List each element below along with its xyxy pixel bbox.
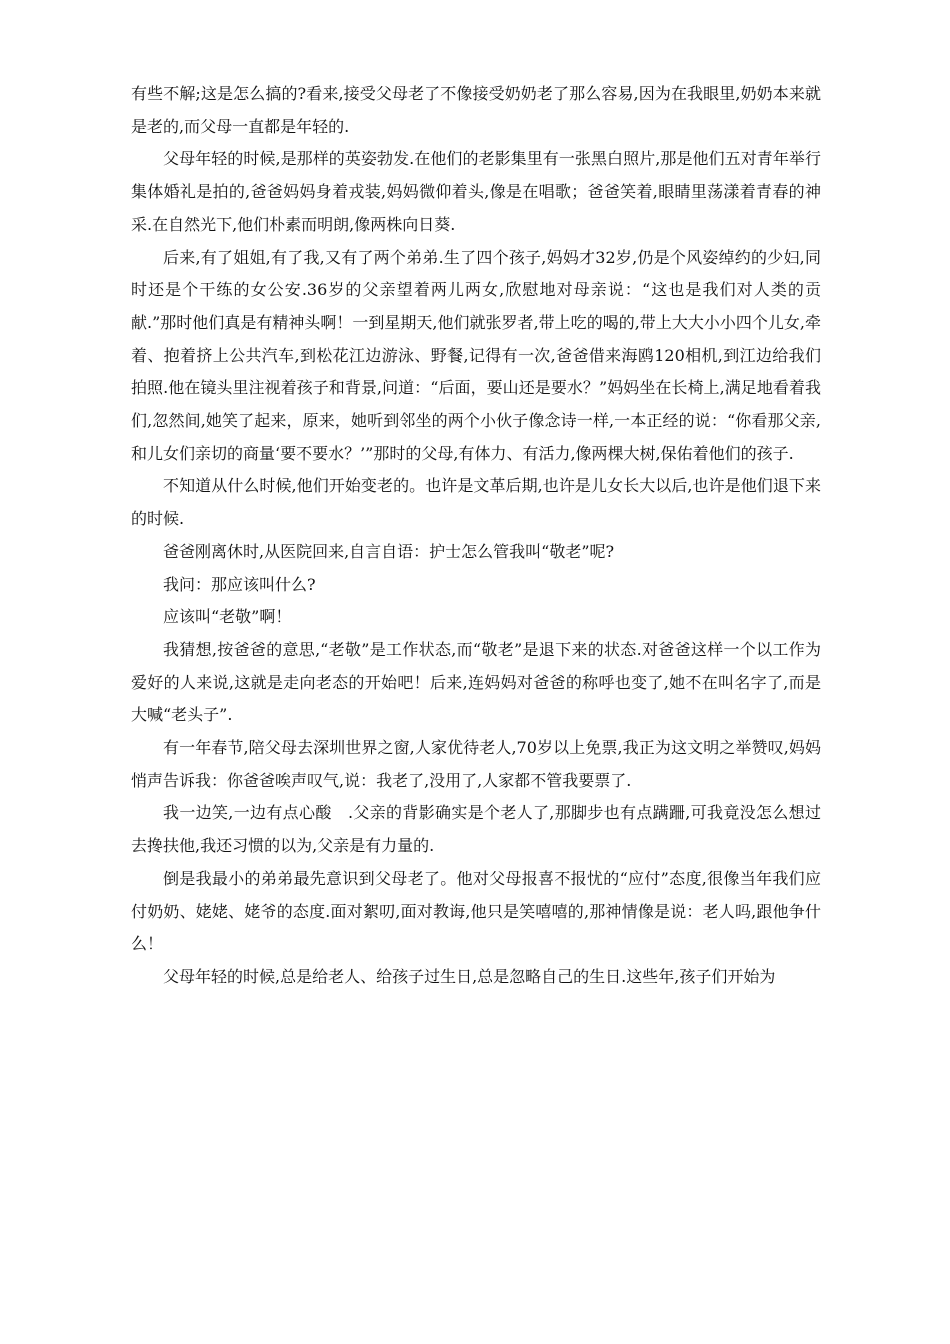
paragraph-retirement: 爸爸刚离休时,从医院回来,自言自语：护士怎么管我叫“敬老”呢? — [163, 541, 615, 561]
document-body — [131, 78, 821, 994]
paragraph-question: 我问：那应该叫什么? — [163, 574, 316, 594]
paragraph-birthdays: 父母年轻的时候,总是给老人、给孩子过生日,总是忽略自己的生日.这些年,孩子们开始为 — [163, 966, 776, 986]
paragraph-answer: 应该叫“老敬”啊！ — [163, 607, 292, 627]
paragraph-youngest-brother: 倒是我最小的弟弟最先意识到父母老了。他对父母报喜不报忧的“应付”态度,很像当年我们应付奶奶、姥姥、姥爷的态度.面对絮叨,面对教诲,他只是笑嘻嘻的,那神情像是说：老人吗,跟他争什么！ — [131, 868, 821, 954]
paragraph-guess: 我猜想,按爸爸的意思,“老敬”是工作状态,而“敬老”是退下来的状态.对爸爸这样一个以工作为爱好的人来说,这就是走向老态的开始吧！后来,连妈妈对爸爸的称呼也变了,她不在叫名字了,而是大喊“老头子”. — [131, 639, 821, 725]
paragraph-heartache: 我一边笑,一边有点心酸 .父亲的背影确实是个老人了,那脚步也有点蹒跚,可我竟没怎么想过去搀扶他,我还习惯的以为,父亲是有力量的. — [131, 803, 821, 856]
paragraph-four-children: 后来,有了姐姐,有了我,又有了两个弟弟.生了四个孩子,妈妈才32岁,仍是个风姿绰约的少妇,同时还是个干练的女公安.36岁的父亲望着两儿两女,欣慰地对母亲说：“这也是我们对人类的贡献.”那时他们真是有精神头啊！一到星期天,他们就张罗者,带上吃的喝的,带上大大小小四个儿女,牵着、抱着挤上公共汽车,到松花江边游泳、野餐,记得有一次,爸爸借来海鸥120相机,到江边给我们拍照.他在镜头里注视着孩子和背景,问道：“后面，要山还是要水？”妈妈坐在长椅上,满足地看着我们,忽然间,她笑了起来，原来，她听到邻坐的两个小伙子像念诗一样,一本正经的说：“你看那父亲,和儿女们亲切的商量‘要不要水？’”那时的父母,有体力、有活力,像两棵大树,保佑着他们的孩子. — [131, 247, 821, 463]
paragraph-parents-young: 父母年轻的时候,是那样的英姿勃发.在他们的老影集里有一张黑白照片,那是他们五对青年举行集体婚礼是拍的,爸爸妈妈身着戎装,妈妈微仰着头,像是在唱歌；爸爸笑着,眼睛里荡漾着青春的神采.在自然光下,他们朴素而明朗,像两株向日葵. — [131, 149, 821, 234]
paragraph-spring-festival: 有一年春节,陪父母去深圳世界之窗,人家优待老人,70岁以上免票,我正为这文明之举赞叹,妈妈悄声告诉我：你爸爸唉声叹气,说：我老了,没用了,人家都不管我要票了. — [131, 738, 821, 790]
paragraph-continuation: 有些不解;这是怎么搞的?看来,接受父母老了不像接受奶奶老了那么容易,因为在我眼里,奶奶本来就是老的,而父母一直都是年轻的. — [131, 84, 821, 136]
paragraph-growing-old: 不知道从什么时候,他们开始变老的。也许是文革后期,也许是儿女长大以后,也许是他们退下来的时候. — [131, 476, 821, 529]
